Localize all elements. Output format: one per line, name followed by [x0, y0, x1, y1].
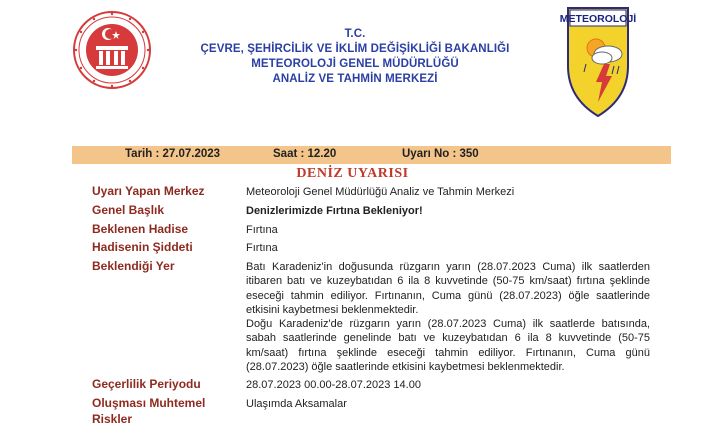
value-center: Meteoroloji Genel Müdürlüğü Analiz ve Tahmin Merkezi: [246, 186, 515, 198]
time-text: Saat : 12.20: [273, 148, 337, 160]
header-line-tc: T.C.: [344, 28, 366, 40]
label-location: Beklendiği Yer: [92, 259, 175, 273]
meteoroloji-logo: [559, 6, 637, 118]
value-severity: Fırtına: [246, 242, 278, 254]
header-line-center: ANALİZ VE TAHMİN MERKEZİ: [272, 73, 438, 85]
value-subject: Denizlerimizde Fırtına Bekleniyor!: [246, 205, 423, 217]
label-risks-line1: Oluşması Muhtemel: [92, 396, 206, 410]
value-location-para1: Batı Karadeniz'in doğusunda rüzgarın yarın (28.07.2023 Cuma) ilk saatlerden itibaren batı ve kuzeybatıdan 6 ila 8 kuvvetinde (50-75 km/saat) fırtına şeklinde eseceği tahmin ediliyor. Fırtınanın, Cuma günü (28.07.2023) öğle saatlerinde etkisini kaybetmesi beklenmektedir.: [246, 261, 650, 316]
header-line-directorate: METEOROLOJİ GENEL MÜDÜRLÜĞÜ: [251, 58, 459, 70]
label-center: Uyarı Yapan Merkez: [92, 184, 205, 198]
value-event: Fırtına: [246, 224, 278, 236]
warning-number-text: Uyarı No : 350: [402, 148, 479, 160]
document-title: DENİZ UYARISI: [296, 166, 409, 181]
info-bar: [72, 146, 671, 164]
value-risks: Ulaşımda Aksamalar: [246, 398, 347, 410]
value-validity: 28.07.2023 00.00-28.07.2023 14.00: [246, 379, 421, 391]
logo-text: METEOROLOJİ: [559, 13, 637, 25]
value-location-para2: Doğu Karadeniz'de rüzgarın yarın (28.07.2023 Cuma) ilk saatlerde batısında, sabah saatlerinde genelinde batı ve kuzeybatıdan 6 ila 8 kuvvetinde (50-75 km/saat) fırtına şeklinde eseceği tahmin ediliyor. Fırtınanın, Cuma günü (28.07.2023) öğle saatlerinde etkisini kaybetmesi beklenmektedir.: [246, 318, 650, 373]
label-validity: Geçerlilik Periyodu: [92, 377, 201, 391]
date-text: Tarih : 27.07.2023: [125, 148, 221, 160]
header-line-ministry: ÇEVRE, ŞEHİRCİLİK VE İKLİM DEĞİŞİKLİĞİ BAKANLIĞI: [200, 43, 510, 55]
label-severity: Hadisenin Şiddeti: [92, 240, 193, 254]
header-block: [140, 27, 570, 87]
label-event: Beklenen Hadise: [92, 222, 189, 236]
label-risks-line2: Riskler: [92, 412, 133, 426]
label-risks: [92, 395, 242, 427]
label-subject: Genel Başlık: [92, 203, 165, 217]
